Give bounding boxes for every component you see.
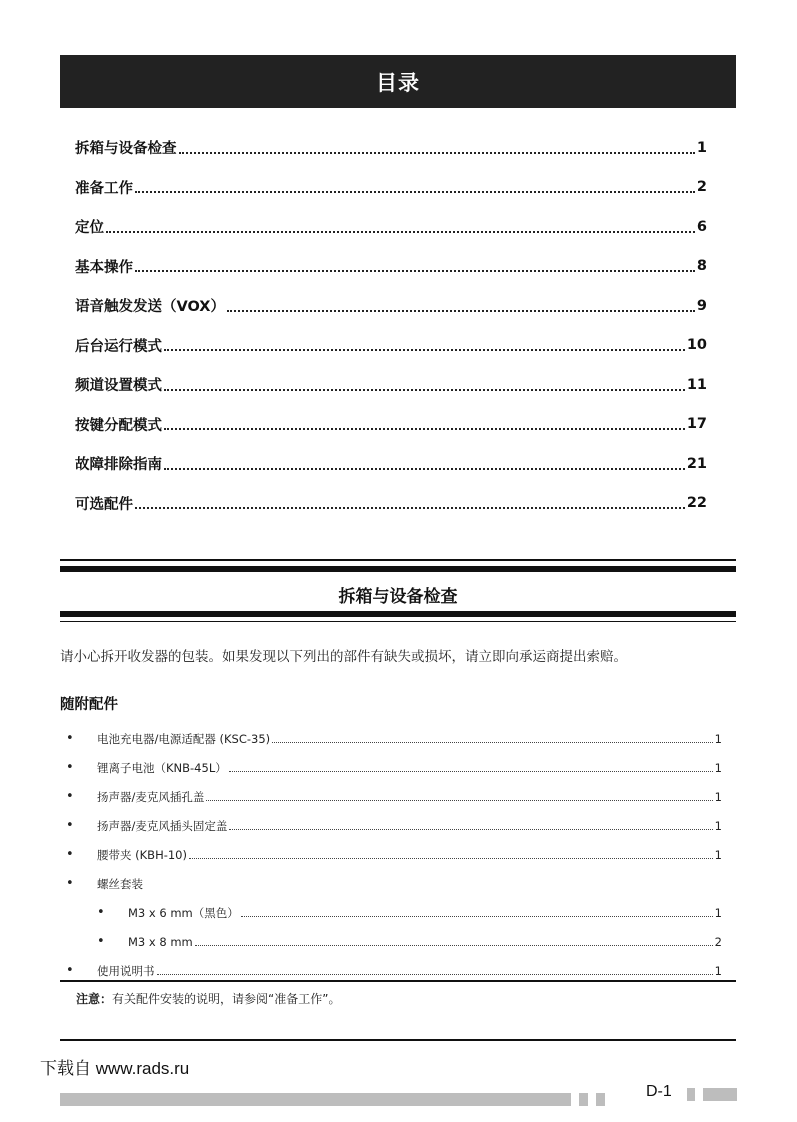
toc-entry[interactable] bbox=[75, 484, 707, 524]
toc-entry-label: 准备工作 bbox=[75, 180, 133, 197]
list-item-qty: 1 bbox=[714, 789, 722, 804]
leader-dots bbox=[195, 945, 713, 946]
list-item bbox=[66, 753, 722, 782]
list-item-qty: 2 bbox=[714, 934, 722, 949]
bullet-icon: • bbox=[66, 818, 74, 833]
list-item-qty: 1 bbox=[714, 905, 722, 920]
divider bbox=[60, 1039, 736, 1041]
toc-title-bar bbox=[60, 55, 736, 108]
toc-entry[interactable] bbox=[75, 444, 707, 484]
footer-bar bbox=[60, 1093, 571, 1106]
table-of-contents bbox=[75, 128, 707, 523]
footer-block bbox=[703, 1088, 737, 1101]
list-item-qty: 1 bbox=[714, 847, 722, 862]
list-item bbox=[66, 724, 722, 753]
bullet-icon: • bbox=[97, 905, 105, 920]
toc-entry-label: 基本操作 bbox=[75, 259, 133, 276]
note-label: 注意： bbox=[76, 992, 113, 1006]
toc-entry[interactable] bbox=[75, 405, 707, 445]
list-item-label: M3 x 8 mm bbox=[128, 934, 193, 949]
list-item-qty: 1 bbox=[714, 963, 722, 978]
divider bbox=[60, 566, 736, 572]
leader-dots bbox=[206, 800, 712, 801]
list-item bbox=[66, 898, 722, 927]
toc-entry[interactable] bbox=[75, 168, 707, 208]
list-item-qty: 1 bbox=[714, 760, 722, 775]
leader-dots bbox=[189, 858, 713, 859]
toc-entry[interactable] bbox=[75, 207, 707, 247]
leader-dots bbox=[179, 152, 695, 154]
toc-entry-page: 11 bbox=[686, 376, 707, 393]
leader-dots bbox=[272, 742, 713, 743]
leader-dots bbox=[229, 829, 712, 830]
toc-entry-page: 2 bbox=[696, 179, 707, 196]
toc-entry-page: 8 bbox=[696, 258, 707, 275]
leader-dots bbox=[135, 191, 695, 193]
bullet-icon: • bbox=[97, 934, 105, 949]
toc-entry[interactable] bbox=[75, 365, 707, 405]
list-item-label: 电池充电器/电源适配器 (KSC-35) bbox=[97, 731, 271, 746]
toc-entry-label: 后台运行模式 bbox=[75, 338, 162, 355]
toc-entry-label: 拆箱与设备检查 bbox=[75, 141, 177, 158]
leader-dots bbox=[157, 974, 713, 975]
source-watermark: 下载自 www.rads.ru bbox=[40, 1059, 190, 1078]
divider bbox=[60, 621, 736, 622]
leader-dots bbox=[164, 349, 685, 351]
list-item bbox=[66, 927, 722, 956]
divider bbox=[60, 980, 736, 982]
bullet-icon: • bbox=[66, 847, 74, 862]
footer-block bbox=[687, 1088, 695, 1101]
toc-entry-page: 22 bbox=[686, 495, 707, 512]
list-item bbox=[66, 811, 722, 840]
toc-entry-page: 17 bbox=[686, 416, 707, 433]
toc-entry-page: 6 bbox=[696, 218, 707, 235]
leader-dots bbox=[135, 270, 695, 272]
bullet-icon: • bbox=[66, 876, 74, 891]
accessories-heading: 随附配件 bbox=[60, 697, 118, 713]
toc-entry-page: 10 bbox=[686, 337, 707, 354]
list-item bbox=[66, 840, 722, 869]
leader-dots bbox=[164, 428, 685, 430]
footer-block bbox=[596, 1093, 605, 1106]
toc-entry-label: 可选配件 bbox=[75, 496, 133, 513]
section-title: 拆箱与设备检查 bbox=[338, 587, 458, 607]
bullet-icon: • bbox=[66, 731, 74, 746]
toc-entry-page: 21 bbox=[686, 455, 707, 472]
list-item-label: 扬声器/麦克风插孔盖 bbox=[97, 789, 205, 804]
footer-block bbox=[579, 1093, 588, 1106]
page-title: 目录 bbox=[376, 70, 420, 95]
divider bbox=[60, 611, 736, 617]
toc-entry[interactable] bbox=[75, 286, 707, 326]
list-item-label: 使用说明书 bbox=[97, 963, 155, 978]
toc-entry-page: 1 bbox=[696, 139, 707, 156]
toc-entry-page: 9 bbox=[696, 297, 707, 314]
leader-dots bbox=[241, 916, 713, 917]
list-item-label: 锂离子电池（KNB-45L） bbox=[97, 760, 227, 775]
divider bbox=[60, 559, 736, 561]
list-item bbox=[66, 782, 722, 811]
toc-entry[interactable] bbox=[75, 326, 707, 366]
list-item-label: 螺丝套装 bbox=[97, 876, 143, 891]
page-number: D-1 bbox=[646, 1083, 672, 1100]
leader-dots bbox=[229, 771, 713, 772]
leader-dots bbox=[164, 468, 685, 470]
bullet-icon: • bbox=[66, 963, 74, 978]
note bbox=[76, 990, 340, 1007]
intro-text: 请小心拆开收发器的包装。如果发现以下列出的部件有缺失或损坏，请立即向承运商提出索赔。 bbox=[60, 649, 627, 665]
bullet-icon: • bbox=[66, 789, 74, 804]
toc-entry-label: 定位 bbox=[75, 220, 104, 237]
toc-entry[interactable] bbox=[75, 247, 707, 287]
toc-entry-label: 频道设置模式 bbox=[75, 378, 162, 395]
accessories-list bbox=[66, 724, 722, 985]
list-item-qty: 1 bbox=[714, 818, 722, 833]
leader-dots bbox=[106, 231, 695, 233]
leader-dots bbox=[135, 507, 685, 509]
list-item-label: 腰带夹 (KBH-10) bbox=[97, 847, 187, 862]
list-item-qty: 1 bbox=[714, 731, 722, 746]
leader-dots bbox=[164, 389, 685, 391]
list-item-label: 扬声器/麦克风插头固定盖 bbox=[97, 818, 228, 833]
bullet-icon: • bbox=[66, 760, 74, 775]
list-item-label: M3 x 6 mm（黑色） bbox=[128, 905, 239, 920]
toc-entry-label: 按键分配模式 bbox=[75, 417, 162, 434]
toc-entry-label: 故障排除指南 bbox=[75, 457, 162, 474]
note-text: 有关配件安装的说明，请参阅“准备工作”。 bbox=[112, 992, 341, 1006]
toc-entry-label: 语音触发发送（VOX） bbox=[75, 299, 225, 316]
list-item bbox=[66, 869, 722, 898]
leader-dots bbox=[227, 310, 695, 312]
toc-entry[interactable] bbox=[75, 128, 707, 168]
